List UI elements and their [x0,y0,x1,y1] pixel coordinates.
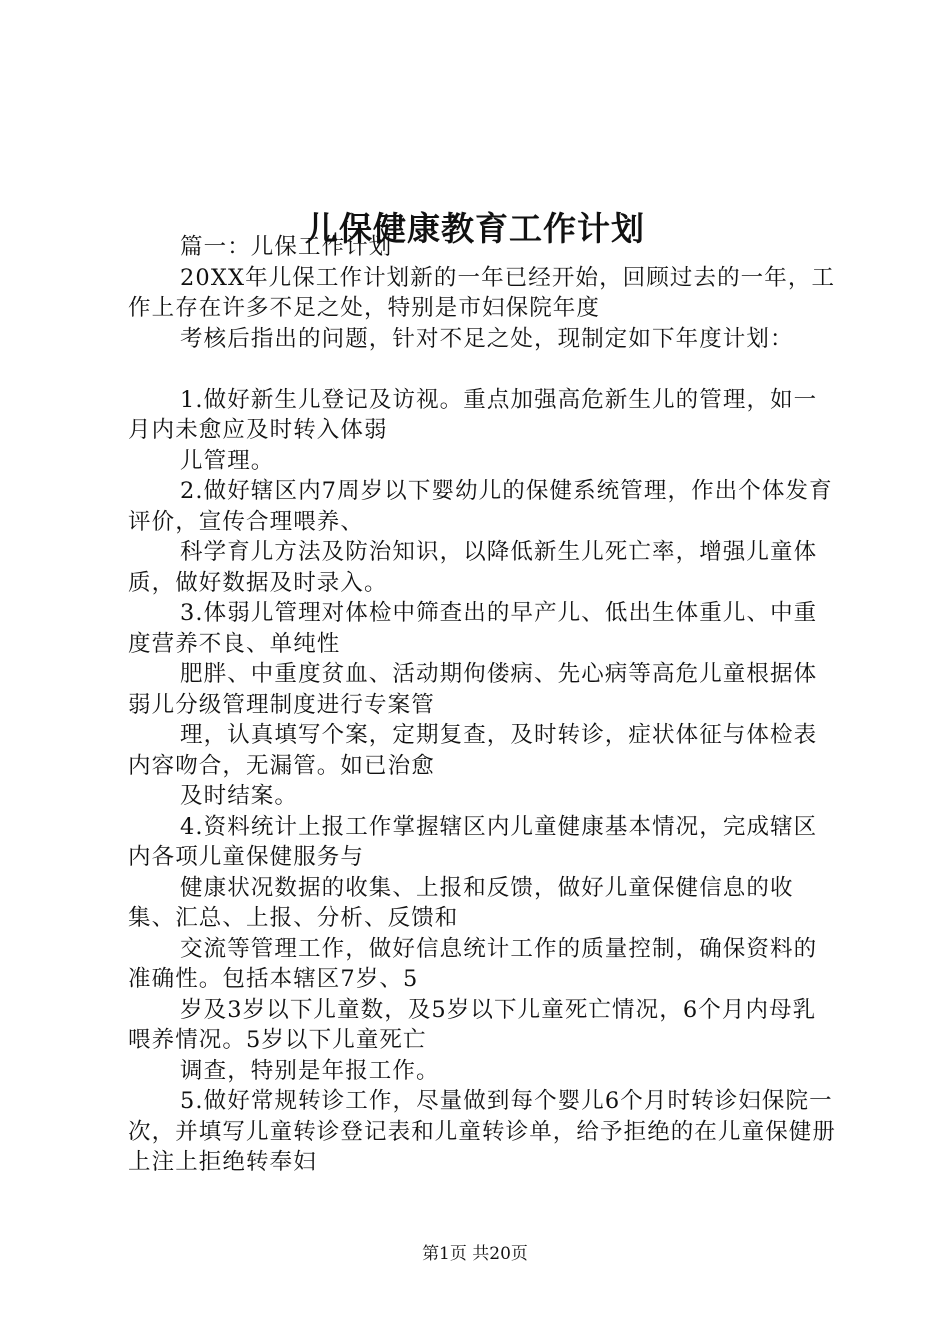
paragraph-item-2-continued: 科学育儿方法及防治知识，以降低新生儿死亡率，增强儿童体质，做好数据及时录入。 [128,539,818,596]
paragraph-item-1-continued: 儿管理。 [180,447,275,474]
paragraph-item-3-continued-3: 及时结案。 [180,783,299,809]
paragraph-item-3-continued-2: 理，认真填写个案，定期复查，及时转诊，症状体征与体检表内容吻合，无漏管。如已治愈 [128,722,818,779]
blank-line [128,354,838,385]
paragraph-item-4-continued-4: 调查，特别是年报工作。 [180,1057,440,1084]
document-title: 儿保健康教育工作计划 [305,209,645,249]
paragraph-item-1: 1.做好新生儿登记及访视。重点加强高危新生儿的管理，如一月内未愈应及时转入体弱 [128,386,818,443]
paragraph-item-2: 2.做好辖区内7周岁以下婴幼儿的保健系统管理，作出个体发育评价，宣传合理喂养、 [128,478,833,535]
paragraph-section-heading: 篇一：儿保工作计划 [180,234,393,260]
paragraph-item-4-continued-1: 健康状况数据的收集、上报和反馈，做好儿童保健信息的收集、汇总、上报、分析、反馈和 [128,874,794,931]
paragraph-intro-continued: 考核后指出的问题，针对不足之处，现制定如下年度计划： [180,325,794,352]
paragraph-item-3-continued-1: 肥胖、中重度贫血、活动期佝偻病、先心病等高危儿童根据体弱儿分级管理制度进行专案管 [128,661,818,718]
paragraph-intro: 20XX年儿保工作计划新的一年已经开始，回顾过去的一年，工作上存在许多不足之处，特别是市妇保院年度 [128,264,836,321]
document-body [128,232,838,1178]
paragraph-item-4: 4.资料统计上报工作掌握辖区内儿童健康基本情况，完成辖区内各项儿童保健服务与 [128,813,818,870]
paragraph-item-4-continued-3: 岁及3岁以下儿童数，及5岁以下儿童死亡情况，6个月内母乳喂养情况。5岁以下儿童死亡 [128,996,817,1053]
paragraph-item-3: 3.体弱儿管理对体检中筛查出的早产儿、低出生体重儿、中重度营养不良、单纯性 [128,600,818,657]
page-number-footer: 第1页 共20页 [422,1244,528,1264]
paragraph-item-4-continued-2: 交流等管理工作，做好信息统计工作的质量控制，确保资料的准确性。包括本辖区7岁、5 [128,935,818,992]
paragraph-item-5: 5.做好常规转诊工作，尽量做到每个婴儿6个月时转诊妇保院一次，并填写儿童转诊登记表和儿童转诊单，给予拒绝的在儿童保健册上注上拒绝转奉妇 [128,1088,837,1175]
